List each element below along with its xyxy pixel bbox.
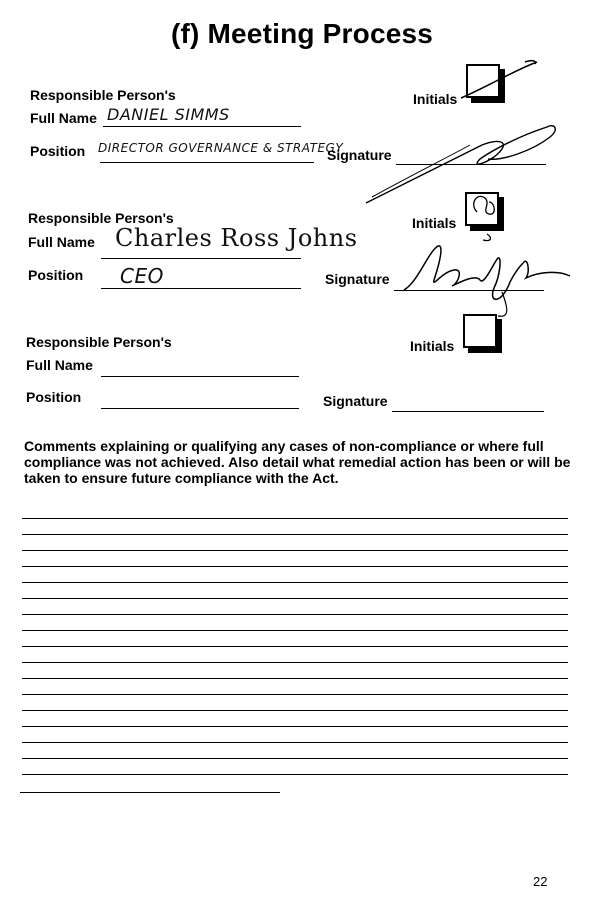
comment-line[interactable] (22, 742, 568, 743)
comment-line[interactable] (22, 726, 568, 727)
full-name-value-2: Charles Ross Johns (115, 224, 358, 252)
comment-line[interactable] (22, 662, 568, 663)
comment-line[interactable] (22, 678, 568, 679)
comment-line[interactable] (22, 646, 568, 647)
comment-line[interactable] (22, 774, 568, 775)
signature-label-1: Signature (327, 147, 392, 163)
signature-line-3[interactable] (392, 411, 544, 412)
signature-1 (362, 115, 562, 210)
page-number: 22 (533, 874, 548, 889)
position-label-1: Position (30, 143, 86, 159)
comments-instructions: Comments explaining or qualifying any cases of non-compliance or where full compliance was not achieved. Also detail what remedial action has been or will be taken to ensure future compliance with the Act. (24, 438, 571, 486)
responsible-person-label-2: Responsible Person's (28, 210, 174, 226)
initials-box-3[interactable] (463, 314, 497, 348)
initials-label-1: Initials (413, 91, 458, 107)
signature-label-2: Signature (325, 271, 390, 287)
responsible-person-label-3: Responsible Person's (26, 334, 172, 350)
full-name-line-1 (103, 126, 301, 127)
initials-label-2: Initials (412, 215, 457, 231)
position-value-2: CEO (120, 264, 164, 288)
position-value-1: DIRECTOR GOVERNANCE & STRATEGY (98, 141, 344, 155)
responsible-person-label-1: Responsible Person's (30, 87, 176, 103)
position-line-3[interactable] (101, 408, 299, 409)
comment-line[interactable] (22, 534, 568, 535)
initials-scribble-1 (455, 58, 545, 108)
full-name-label-3: Full Name (26, 357, 93, 373)
initials-label-3: Initials (410, 338, 455, 354)
comment-line[interactable] (22, 566, 568, 567)
signature-2 (398, 232, 578, 322)
position-line-1 (100, 162, 314, 163)
full-name-value-1: DANIEL SIMMS (107, 105, 230, 124)
comment-line[interactable] (22, 598, 568, 599)
position-label-3: Position (26, 389, 82, 405)
comment-line[interactable] (22, 550, 568, 551)
full-name-label-2: Full Name (28, 234, 95, 250)
comment-line[interactable] (22, 518, 568, 519)
page-title: (f) Meeting Process (170, 18, 434, 49)
full-name-line-3[interactable] (101, 376, 299, 377)
comment-line[interactable] (22, 758, 568, 759)
comment-line[interactable] (22, 630, 568, 631)
position-line-2 (101, 288, 301, 289)
comment-line[interactable] (22, 694, 568, 695)
comment-line[interactable] (22, 614, 568, 615)
signature-label-3: Signature (323, 393, 388, 409)
full-name-line-2 (101, 258, 301, 259)
comment-line[interactable] (22, 710, 568, 711)
full-name-label-1: Full Name (30, 110, 97, 126)
comment-line[interactable] (22, 582, 568, 583)
position-label-2: Position (28, 267, 84, 283)
comment-line-short[interactable] (20, 792, 280, 793)
